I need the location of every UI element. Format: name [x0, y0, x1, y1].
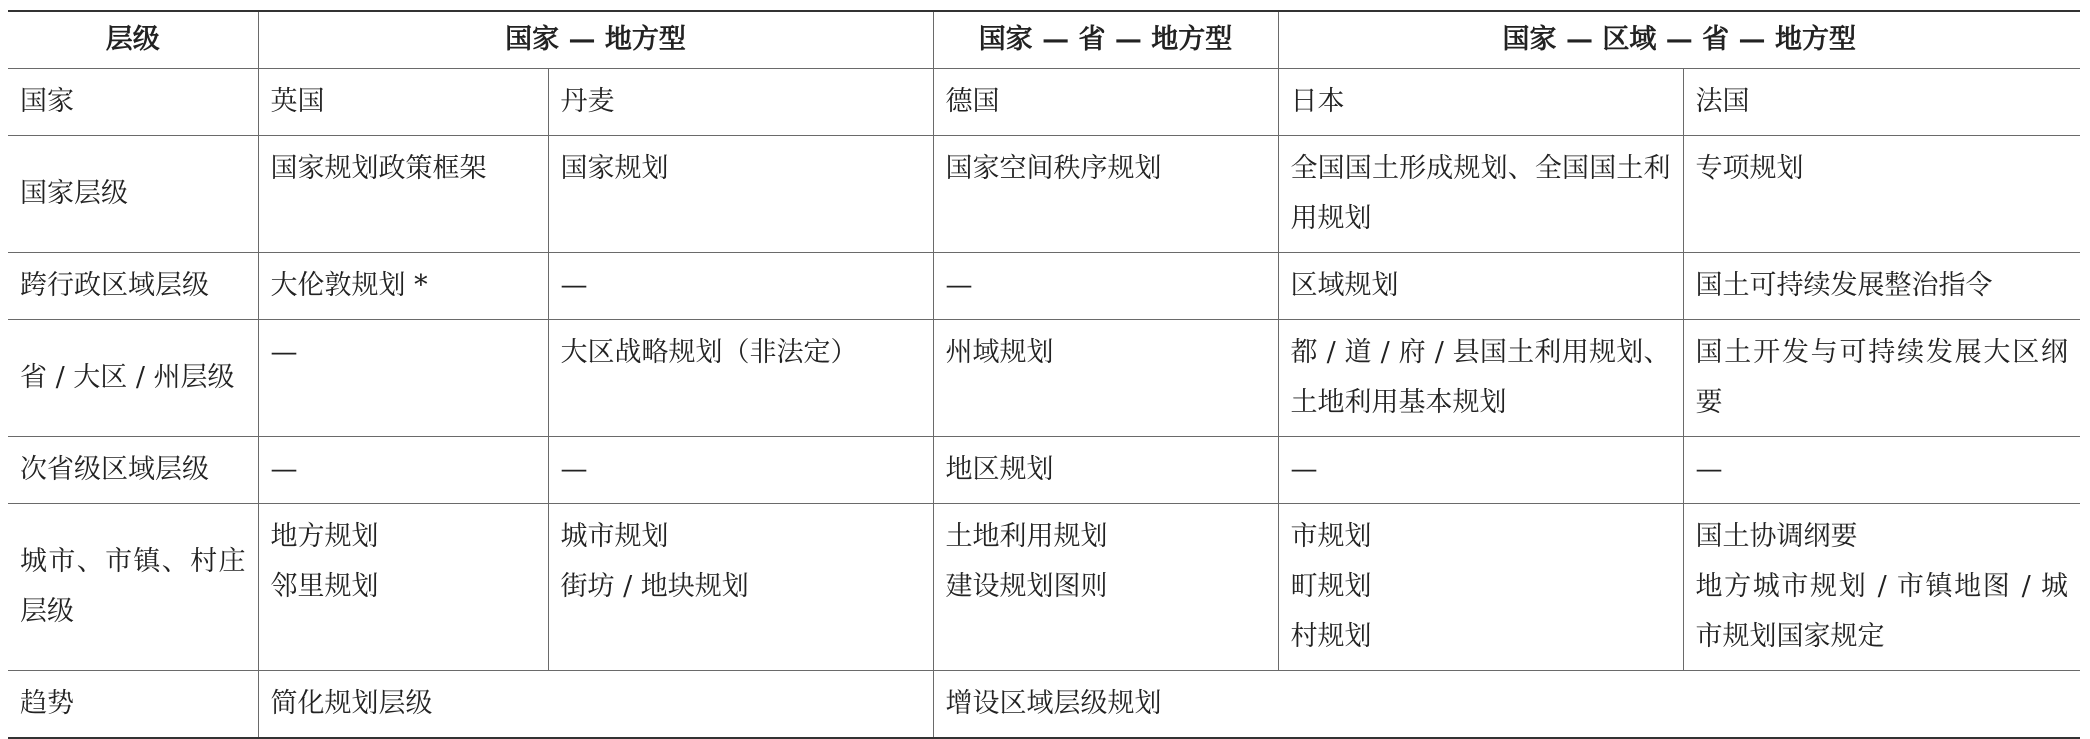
plan-item: 街坊 / 地块规划 — [560, 571, 749, 602]
row-label: 跨行政区域层级 — [8, 253, 258, 320]
plan-item: 村规划 — [1290, 621, 1372, 652]
cell-fr: 国土开发与可持续发展大区纲要 — [1683, 320, 2080, 437]
header-level: 层级 — [8, 11, 258, 69]
plan-item: 地方规划 — [270, 521, 379, 552]
row-city-level — [8, 504, 2080, 671]
cell-fr: 专项规划 — [1683, 136, 2080, 253]
plan-item: 国土协调纲要 — [1695, 521, 1858, 552]
plan-item: 市规划 — [1290, 521, 1372, 552]
cell-jp: 区域规划 — [1278, 253, 1683, 320]
cell-fr: 法国 — [1683, 69, 2080, 136]
cell-dk: — — [548, 437, 933, 504]
planning-levels-table — [8, 10, 2080, 739]
cell-dk: — — [548, 253, 933, 320]
header-national-province-local: 国家 — 省 — 地方型 — [933, 11, 1278, 69]
cell-uk: 大伦敦规划 * — [258, 253, 548, 320]
row-label: 次省级区域层级 — [8, 437, 258, 504]
row-province-level — [8, 320, 2080, 437]
cell-uk: 英国 — [258, 69, 548, 136]
cell-dk — [548, 504, 933, 671]
cell-de: 地区规划 — [933, 437, 1278, 504]
header-national-region-province-local: 国家 — 区域 — 省 — 地方型 — [1278, 11, 2080, 69]
cell-uk: — — [258, 437, 548, 504]
cell-de: — — [933, 253, 1278, 320]
cell-jp: — — [1278, 437, 1683, 504]
plan-item: 町规划 — [1290, 571, 1372, 602]
cell-de: 德国 — [933, 69, 1278, 136]
row-label: 省 / 大区 / 州层级 — [8, 320, 258, 437]
cell-dk: 国家规划 — [548, 136, 933, 253]
cell-dk: 大区战略规划（非法定） — [548, 320, 933, 437]
cell-jp — [1278, 504, 1683, 671]
row-trend — [8, 671, 2080, 739]
cell-trend-right: 增设区域层级规划 — [933, 671, 2080, 739]
cell-dk: 丹麦 — [548, 69, 933, 136]
cell-de: 州域规划 — [933, 320, 1278, 437]
cell-uk — [258, 504, 548, 671]
row-country — [8, 69, 2080, 136]
cell-de — [933, 504, 1278, 671]
row-label: 趋势 — [8, 671, 258, 739]
row-label: 国家层级 — [8, 136, 258, 253]
row-label: 国家 — [8, 69, 258, 136]
cell-uk: 国家规划政策框架 — [258, 136, 548, 253]
cell-fr: 国土可持续发展整治指令 — [1683, 253, 2080, 320]
plan-item: 建设规划图则 — [945, 571, 1108, 602]
cell-fr: — — [1683, 437, 2080, 504]
row-national-level — [8, 136, 2080, 253]
cell-jp: 日本 — [1278, 69, 1683, 136]
header-national-local: 国家 — 地方型 — [258, 11, 933, 69]
plan-item: 土地利用规划 — [945, 521, 1108, 552]
row-label: 城市、市镇、村庄层级 — [8, 504, 258, 671]
header-row — [8, 11, 2080, 69]
cell-uk: — — [258, 320, 548, 437]
row-sub-province-level — [8, 437, 2080, 504]
cell-trend-left: 简化规划层级 — [258, 671, 933, 739]
cell-de: 国家空间秩序规划 — [933, 136, 1278, 253]
row-cross-admin-level — [8, 253, 2080, 320]
cell-jp: 全国国土形成规划、全国国土利用规划 — [1278, 136, 1683, 253]
cell-jp: 都 / 道 / 府 / 县国土利用规划、土地利用基本规划 — [1278, 320, 1683, 437]
plan-item: 城市规划 — [560, 521, 669, 552]
plan-item: 地方城市规划 / 市镇地图 / 城市规划国家规定 — [1695, 571, 2068, 652]
cell-fr — [1683, 504, 2080, 671]
plan-item: 邻里规划 — [270, 571, 379, 602]
